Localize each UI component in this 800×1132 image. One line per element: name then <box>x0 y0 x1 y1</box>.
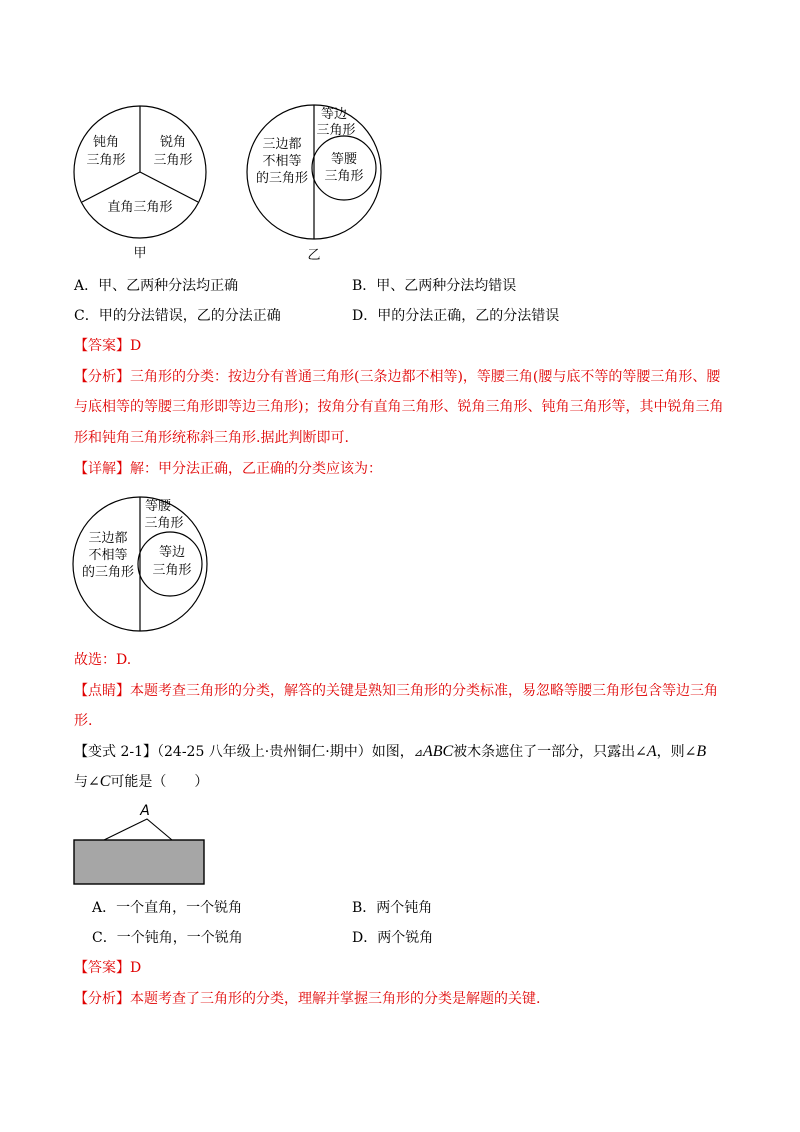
figure-jia-divider-right <box>140 172 198 202</box>
q1-option-c: C．甲的分法错误，乙的分法正确 <box>74 308 281 324</box>
label-isosceles-line1: 等腰 <box>330 152 358 167</box>
q1-detail: 【详解】解：甲分法正确，乙正确的分类应该为： <box>74 461 382 477</box>
q2-angle-symbol-c: ∠ <box>88 774 100 790</box>
figure-yi-caption: 乙 <box>307 248 321 263</box>
q2-angle-symbol-b: ∠ <box>684 744 697 760</box>
q2-tag: 【变式 2-1】 <box>74 744 157 760</box>
label-isosceles-line2: 三角形 <box>324 169 364 184</box>
triangle-visible-sides <box>104 819 172 840</box>
figure-yi-inner-circle <box>312 136 376 200</box>
label-acute-line1: 锐角 <box>159 135 187 150</box>
q1-analysis-line3: 形和钝角三角形统称斜三角形.据此判断即可. <box>74 430 349 446</box>
q2-answer: 【答案】D <box>74 960 142 976</box>
q1-option-a: A．甲、乙两种分法均正确 <box>74 278 239 294</box>
q2-source: （24-25 八年级上·贵州铜仁·期中）如图， <box>157 744 414 760</box>
figure-covered-triangle <box>72 800 212 890</box>
q1-analysis-line2: 与底相等的等腰三角形即等边三角形)；按角分有直角三角形、锐角三角形、钝角三角形等，其中锐角三角 <box>74 399 724 415</box>
q2-text-mid: 被木条遮住了一部分，只露出 <box>453 744 636 760</box>
q2-triangle-symbol: ⊿ <box>413 746 423 759</box>
q2-angle-c: C <box>99 773 111 790</box>
q1-option-b: B．甲、乙两种分法均错误 <box>352 278 517 294</box>
q1-choice: 故选：D. <box>74 652 132 668</box>
q1-answer: 【答案】D <box>74 338 142 354</box>
label-acute-line2: 三角形 <box>153 153 193 168</box>
q2-angle-symbol-a: ∠ <box>635 744 647 760</box>
label-isosceles-line1: 等腰 <box>144 499 172 514</box>
label-obtuse-line2: 三角形 <box>86 153 126 168</box>
label-equilateral-line1: 等边 <box>158 545 186 560</box>
q2-stem-line2 <box>74 772 208 792</box>
label-scalene-line2: 不相等 <box>262 154 302 169</box>
label-scalene-line1: 三边都 <box>88 531 128 546</box>
q2-line2-prefix: 与 <box>74 774 88 790</box>
figure-yi <box>246 101 386 264</box>
q2-option-d: D．两个锐角 <box>352 930 434 946</box>
q2-angle-b: B <box>696 743 707 760</box>
label-scalene-line2: 不相等 <box>88 548 128 563</box>
q1-analysis-line1: 【分析】三角形的分类：按边分有普通三角形(三条边都不相等)，等腰三角(腰与底不等的等腰三角形、腰 <box>74 369 721 385</box>
q2-analysis: 【分析】本题考查了三角形的分类，理解并掌握三角形的分类是解题的关键. <box>74 991 541 1007</box>
label-scalene-line3: 的三角形 <box>255 171 309 186</box>
q2-line2-suffix: 可能是（ ） <box>110 774 209 790</box>
q2-option-c: C．一个钝角，一个锐角 <box>92 930 243 946</box>
q1-comment-line1: 【点睛】本题考查三角形的分类，解答的关键是熟知三角形的分类标准，易忽略等腰三角形包含等边三角 <box>74 683 718 699</box>
label-scalene-line3: 的三角形 <box>81 565 135 580</box>
label-equilateral-line2: 三角形 <box>152 563 192 578</box>
figure-jia-caption: 甲 <box>133 246 147 261</box>
label-right: 直角三角形 <box>107 200 173 215</box>
q2-angle-a: A <box>646 743 657 760</box>
label-scalene-line1: 三边都 <box>262 137 302 152</box>
label-equilateral-line1: 等边 <box>320 107 348 122</box>
figure-correct-classification <box>72 494 212 636</box>
label-obtuse-line1: 钝角 <box>92 135 120 150</box>
q1-option-d: D．甲的分法正确，乙的分法错误 <box>352 308 560 324</box>
label-isosceles-line2: 三角形 <box>144 516 184 531</box>
q2-abc: ABC <box>422 743 454 760</box>
q2-stem-line1 <box>74 742 706 763</box>
label-equilateral-line2: 三角形 <box>316 123 356 138</box>
q2-option-a: A．一个直角，一个锐角 <box>92 900 243 916</box>
q2-option-b: B．两个钝角 <box>352 900 433 916</box>
figure-jia-divider-left <box>82 172 140 202</box>
figure-jia <box>72 104 212 264</box>
wooden-bar <box>74 840 204 884</box>
q2-text-then: ，则 <box>656 744 685 760</box>
q1-comment-line2: 形. <box>74 713 93 729</box>
vertex-label-a: A <box>140 803 150 819</box>
